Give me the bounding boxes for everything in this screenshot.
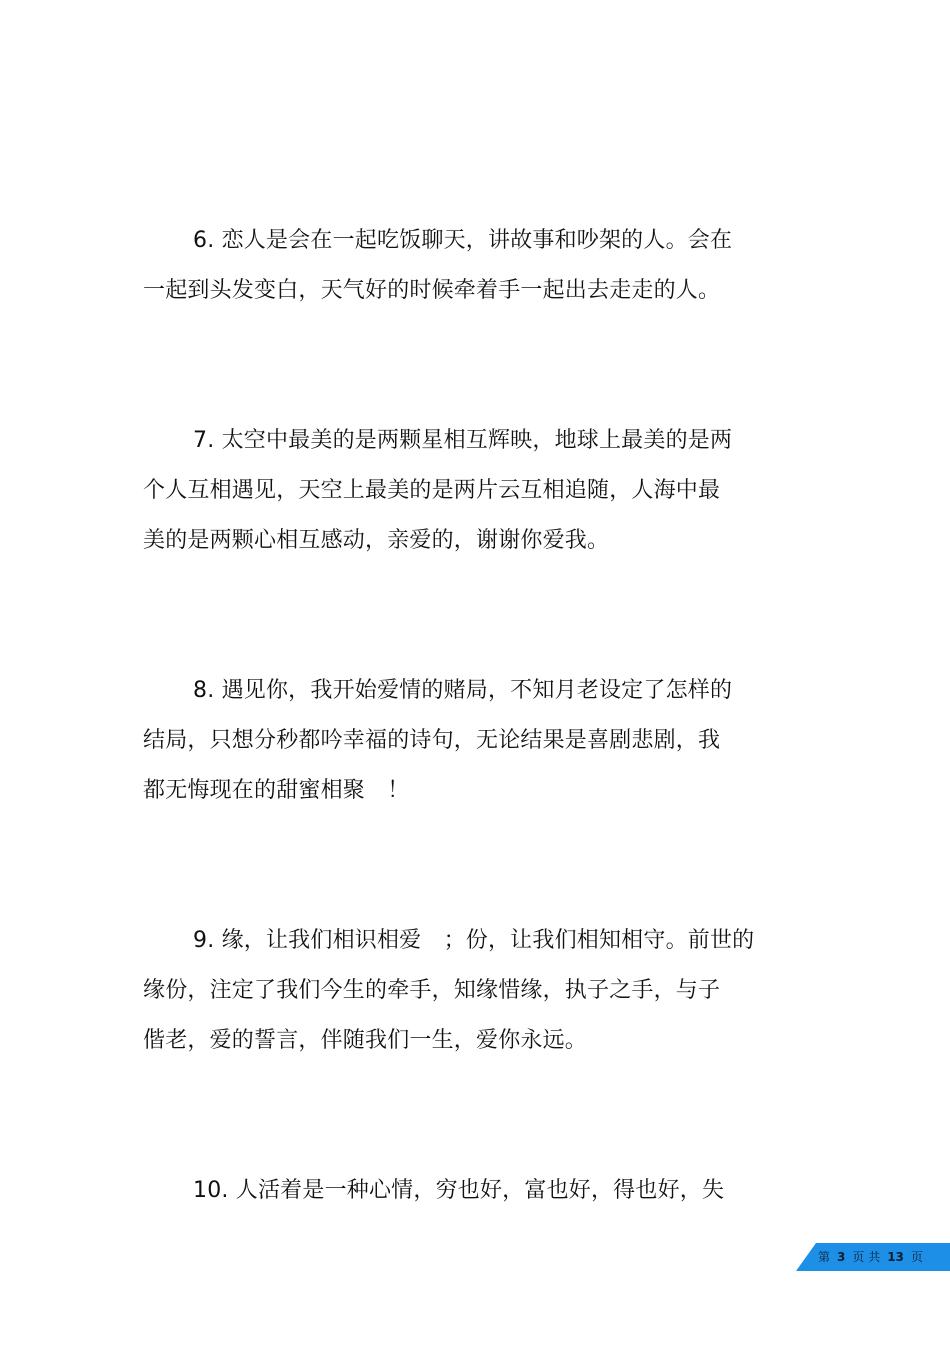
total-pages-number: 13 xyxy=(887,1250,904,1264)
paragraph-line: 7. 太空中最美的是两颗星相互辉映，地球上最美的是两 xyxy=(193,428,733,453)
current-page-number: 3 xyxy=(837,1250,846,1264)
paragraph-6 xyxy=(143,216,753,316)
page-suffix: 页 xyxy=(910,1250,923,1264)
paragraph-10 xyxy=(143,1166,753,1216)
paragraph-9 xyxy=(143,916,753,1066)
paragraph-line: 缘份，注定了我们今生的牵手，知缘惜缘，执子之手，与子 xyxy=(143,978,721,1003)
paragraph-line: 都无悔现在的甜蜜相聚 ！ xyxy=(143,778,410,803)
paragraph-line: 结局，只想分秒都吟幸福的诗句，无论结果是喜剧悲剧，我 xyxy=(143,728,721,753)
paragraph-line: 美的是两颗心相互感动，亲爱的，谢谢你爱我。 xyxy=(143,528,610,553)
paragraph-line: 一起到头发变白，天气好的时候牵着手一起出去走走的人。 xyxy=(143,278,721,303)
page-prefix: 第 xyxy=(818,1250,831,1264)
paragraph-line: 10. 人活着是一种心情，穷也好，富也好，得也好，失 xyxy=(193,1178,725,1203)
paragraph-7 xyxy=(143,416,753,566)
paragraph-line: 偕老，爱的誓言，伴随我们一生，爱你永远。 xyxy=(143,1028,588,1053)
paragraph-line: 9. 缘，让我们相识相爱 ；份，让我们相知相守。前世的 xyxy=(193,928,755,953)
paragraph-8 xyxy=(143,666,753,816)
page-number-label xyxy=(818,1243,923,1271)
paragraph-line: 8. 遇见你，我开始爱情的赌局，不知月老设定了怎样的 xyxy=(193,678,733,703)
paragraph-line: 6. 恋人是会在一起吃饭聊天，讲故事和吵架的人。会在 xyxy=(193,228,733,253)
paragraph-line: 个人互相遇见，天空上最美的是两片云互相追随，人海中最 xyxy=(143,478,721,503)
page-middle-text: 页 共 xyxy=(852,1250,881,1264)
